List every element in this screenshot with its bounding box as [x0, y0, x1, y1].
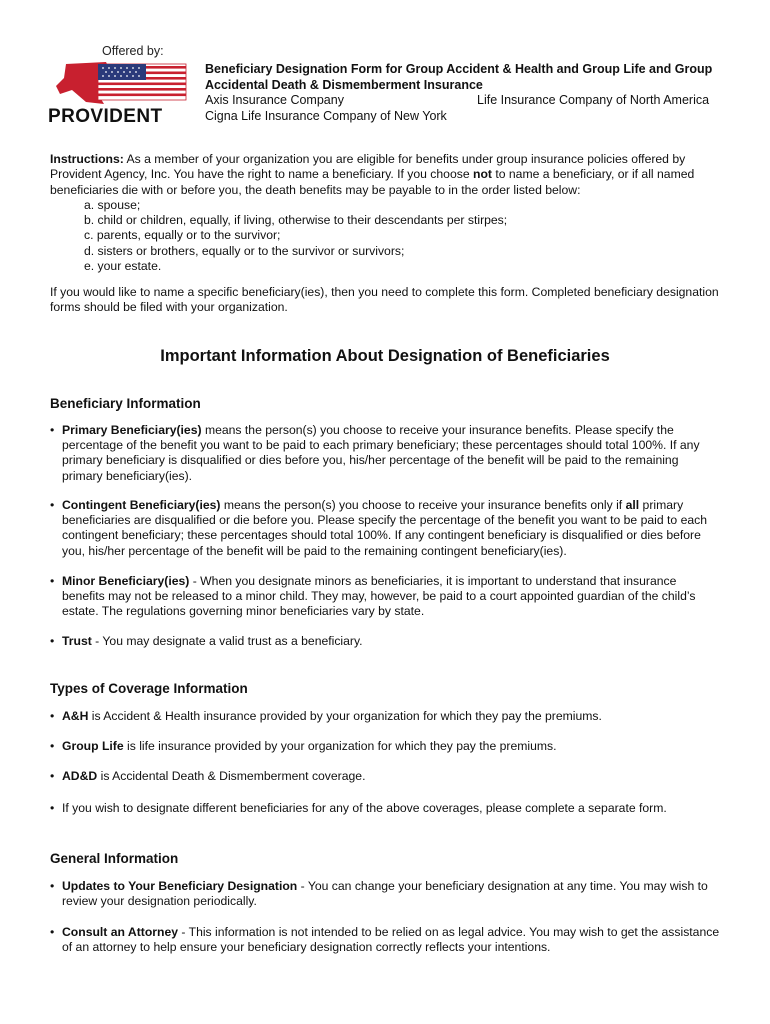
coverage-info-heading: Types of Coverage Information [50, 681, 248, 696]
offered-by-label: Offered by: [102, 44, 164, 58]
beneficiary-info-heading: Beneficiary Information [50, 396, 201, 411]
beneficiary-info-list [50, 423, 722, 484]
contingent-beneficiary-item [50, 498, 722, 559]
primary-beneficiary-term: Primary Beneficiary(ies) [62, 423, 202, 437]
contingent-beneficiary-text-b: primary beneficiaries are disqualified or die before you. Please specify the percentage of the benefit you want to be paid to each contingent beneficiary; these percentages should total 100%. If any contingent beneficiary is disqualified or dies before you, his/her percentage of the benefit will be paid to the remaining contingent beneficiary(ies). [62, 498, 708, 558]
coverage-item-wrap-2 [50, 739, 722, 754]
coverage-add-text: is Accidental Death & Dismemberment coverage. [97, 769, 366, 783]
contingent-beneficiary-term: Contingent Beneficiary(ies) [62, 498, 221, 512]
payout-order-item: d. sisters or brothers, equally or to the survivor or survivors; [84, 243, 405, 258]
minor-beneficiary-text: - When you designate minors as beneficiaries, it is important to understand that insurance benefits may not be released to a minor child. They may, however, be paid to a court appointed guardian of the child’s estate. The regulations governing minor beneficiaries vary by state. [62, 574, 696, 619]
updates-item [50, 879, 722, 909]
primary-beneficiary-item [50, 423, 722, 484]
payout-order-item: c. parents, equally or to the survivor; [84, 228, 281, 243]
followup-paragraph: If you would like to name a specific beneficiary(ies), then you need to complete this form. Completed beneficiary designation forms should be filed with your organization. [50, 285, 719, 315]
form-header [205, 62, 725, 124]
beneficiary-info-list-2 [50, 498, 722, 559]
payout-order-item: a. spouse; [84, 197, 141, 212]
minor-beneficiary-term: Minor Beneficiary(ies) [62, 574, 190, 588]
coverage-group-life-text: is life insurance provided by your organization for which they pay the premiums. [123, 739, 557, 753]
coverage-item-wrap-1 [50, 709, 722, 724]
updates-term: Updates to Your Beneficiary Designation [62, 879, 298, 893]
insurer-row [205, 93, 725, 109]
insurer-axis: Axis Insurance Company [205, 93, 344, 107]
coverage-ah-text: is Accident & Health insurance provided by your organization for which they pay the premiums. [88, 709, 602, 723]
updates-text: - You can change your beneficiary designation at any time. You may wish to review your designation periodically. [62, 879, 708, 909]
trust-term: Trust [62, 634, 92, 648]
coverage-add-term: AD&D [62, 769, 98, 783]
coverage-separate-form-item: • If you wish to designate different beneficiaries for any of the above coverages, please complete a separate form. [50, 801, 722, 816]
general-item-wrap-1 [50, 879, 722, 909]
coverage-ah-term: A&H [62, 709, 89, 723]
payout-order-item: b. child or children, equally, if living, otherwise to their descendants per stirpes; [84, 213, 508, 228]
coverage-group-life-item [50, 739, 722, 754]
attorney-term: Consult an Attorney [62, 925, 179, 939]
coverage-add-item [50, 769, 722, 784]
attorney-item [50, 925, 722, 955]
contingent-beneficiary-text-a: means the person(s) you choose to receive your insurance benefits only if [220, 498, 626, 512]
minor-beneficiary-item [50, 574, 722, 620]
insurer-lina: Life Insurance Company of North America [477, 93, 710, 107]
coverage-ah-item [50, 709, 722, 724]
payout-order-list [50, 198, 720, 274]
payout-order-item: e. your estate. [84, 259, 162, 274]
general-info-heading: General Information [50, 851, 179, 866]
main-title: Important Information About Designation of Beneficiaries [160, 347, 610, 365]
beneficiary-info-list-3 [50, 574, 722, 620]
general-item-wrap-2 [50, 925, 722, 955]
coverage-group-life-term: Group Life [62, 739, 124, 753]
instructions-block [50, 152, 720, 274]
coverage-item-wrap-3 [50, 769, 722, 784]
form-title-line-1: Beneficiary Designation Form for Group Accident & Health and Group Life and Group [205, 62, 713, 76]
primary-beneficiary-text: means the person(s) you choose to receive your insurance benefits. Please specify the percentage of the benefit you want to be paid to each primary beneficiary; these percentages should total 100%. If any primary beneficiary is disqualified or dies before you, his/her percentage of the benefit will be paid to the remaining primary beneficiary(ies). [62, 423, 700, 483]
form-title-line-2: Accidental Death & Dismemberment Insurance [205, 77, 483, 92]
attorney-text: - This information is not intended to be relied on as legal advice. You may wish to get the assistance of an attorney to help ensure your beneficiary designation correctly reflects your intentions. [62, 925, 720, 955]
contingent-all-emphasis: all [625, 498, 640, 512]
insurer-cigna-ny: Cigna Life Insurance Company of New York [205, 108, 447, 123]
instructions-paragraph [50, 152, 720, 198]
coverage-item-wrap-4 [50, 801, 722, 816]
instructions-label: Instructions: [50, 152, 124, 166]
trust-text: - You may designate a valid trust as a beneficiary. [91, 634, 363, 648]
instructions-text-b: to name a beneficiary, or if all named beneficiaries die with or before you, the death benefits may be payable to in the order listed below: [50, 167, 695, 197]
trust-item [50, 634, 722, 649]
instructions-not-emphasis: not [473, 167, 492, 182]
instructions-text-a: As a member of your organization you are eligible for benefits under group insurance policies offered by Provident Agency, Inc. You have the right to name a beneficiary. If you choose [50, 152, 686, 182]
beneficiary-info-list-4 [50, 634, 722, 649]
provident-logo-wordmark: PROVIDENT [48, 106, 163, 127]
